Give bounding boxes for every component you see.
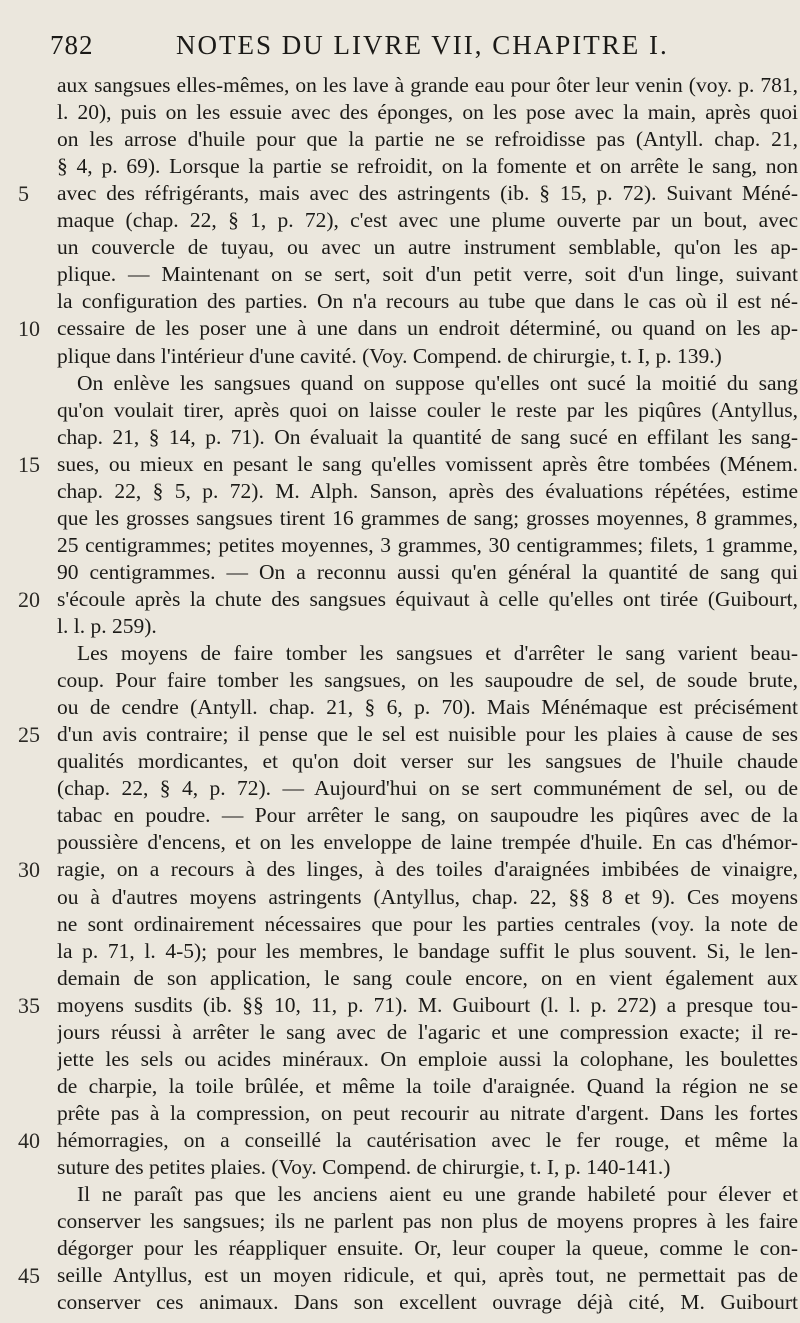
text-line: tabac en poudre. — Pour arrêter le sang, on saupoudre les piqûres avec de la xyxy=(57,803,798,828)
text-line: seille Antyllus, est un moyen ridicule, et qui, après tout, ne permettait pas de xyxy=(57,1263,798,1288)
text-line: la configuration des parties. On n'a recours au tube que dans le cas où il est né- xyxy=(57,289,798,314)
text-line: ragie, on a recours à des linges, à des toiles d'araignées imbibées de vinaigre, xyxy=(57,857,798,882)
page-number: 782 xyxy=(50,30,94,60)
line-number: 30 xyxy=(18,857,40,883)
running-title: NOTES DU LIVRE VII, CHAPITRE I. xyxy=(176,30,669,60)
text-line: ou à d'autres moyens astringents (Antyllus, chap. 22, §§ 8 et 9). Ces moyens xyxy=(57,884,798,909)
text-line: 90 centigrammes. — On a reconnu aussi qu'en général la quantité de sang qui xyxy=(57,559,798,584)
line-number: 15 xyxy=(18,451,40,477)
text-line: Les moyens de faire tomber les sangsues et d'arrêter le sang varient beau- xyxy=(77,641,798,666)
text-line: que les grosses sangsues tirent 16 grammes de sang; grosses moyennes, 8 grammes, xyxy=(57,505,798,530)
text-line: qu'on voulait tirer, après quoi on laisse couler le reste par les piqûres (Antyllus, xyxy=(57,397,798,422)
line-number: 10 xyxy=(18,316,40,342)
text-line: la p. 71, l. 4-5); pour les membres, le bandage suffit le plus souvent. Si, le len- xyxy=(57,938,798,963)
text-line: plique. — Maintenant on se sert, soit d'un petit verre, soit d'un linge, suivant xyxy=(57,262,798,287)
text-line: jette les sels ou acides minéraux. On emploie aussi la colophane, les boulettes xyxy=(57,1046,798,1071)
text-line: jours réussi à arrêter le sang avec de l'agaric et une compression exacte; il re- xyxy=(57,1019,798,1044)
text-line: cessaire de les poser une à une dans un endroit déterminé, ou quand on les ap- xyxy=(57,316,798,341)
text-line: conserver les sangsues; ils ne parlent pas non plus de moyens propres à les faire xyxy=(57,1209,798,1234)
text-line: moyens susdits (ib. §§ 10, 11, p. 71). M. Guibourt (l. l. p. 272) a presque tou- xyxy=(57,992,798,1017)
text-line: hémorragies, on a conseillé la cautérisation avec le fer rouge, et même la xyxy=(57,1127,798,1152)
text-line: aux sangsues elles-mêmes, on les lave à grande eau pour ôter leur venin (voy. p. 781, xyxy=(57,73,798,97)
line-number: 20 xyxy=(18,586,40,612)
line-number: 5 xyxy=(18,181,29,207)
line-number: 35 xyxy=(18,992,40,1018)
text-line: de charpie, la toile brûlée, et même la toile d'araignée. Quand la région ne se xyxy=(57,1073,798,1098)
text-line: chap. 22, § 5, p. 72). M. Alph. Sanson, après des évaluations répétées, estime xyxy=(57,478,798,503)
text-line: qualités mordicantes, et qu'on doit verser sur les sangsues de l'huile chaude xyxy=(57,749,798,774)
text-line: demain de son application, le sang coule encore, on en vient également aux xyxy=(57,965,798,990)
text-line: ou de cendre (Antyll. chap. 21, § 6, p. 70). Mais Ménémaque est précisément xyxy=(57,695,798,720)
text-line: maque (chap. 22, § 1, p. 72), c'est avec une plume ouverte par un bout, avec xyxy=(57,208,798,233)
text-line: un couvercle de tuyau, ou avec un autre instrument semblable, qu'on les ap- xyxy=(57,235,798,260)
text-line: avec des réfrigérants, mais avec des astringents (ib. § 15, p. 72). Suivant Méné- xyxy=(57,181,798,206)
text-line: prête pas à la compression, on peut recourir au nitrate d'argent. Dans les fortes xyxy=(57,1100,798,1125)
text-line: poussière d'encens, et on les enveloppe de laine trempée d'huile. En cas d'hémor- xyxy=(57,830,798,855)
text-line: l. l. p. 259). xyxy=(57,614,157,638)
text-line: plique dans l'intérieur d'une cavité. (Voy. Compend. de chirurgie, t. I, p. 139.) xyxy=(57,343,722,368)
text-line: § 4, p. 69). Lorsque la partie se refroidit, on la fomente et on arrête le sang, non xyxy=(57,154,798,179)
text-line: l. 20), puis on les essuie avec des éponges, on les pose avec la main, après quoi xyxy=(57,100,798,125)
line-number: 45 xyxy=(18,1263,40,1289)
text-line: chap. 21, § 14, p. 71). On évaluait la quantité de sang sucé en effilant les sang- xyxy=(57,424,798,449)
text-line: (chap. 22, § 4, p. 72). — Aujourd'hui on se sert communément de sel, ou de xyxy=(57,776,798,801)
text-line: ne sont ordinairement nécessaires que pour les parties centrales (voy. la note de xyxy=(57,911,798,936)
text-line: on les arrose d'huile pour que la partie ne se refroidisse pas (Antyll. chap. 21, xyxy=(57,127,798,152)
text-line: 25 centigrammes; petites moyennes, 3 grammes, 30 centigrammes; filets, 1 gramme, xyxy=(57,532,798,557)
text-line: d'un avis contraire; il pense que le sel est nuisible pour les plaies à cause de ses xyxy=(57,722,798,747)
page-header xyxy=(0,26,800,66)
text-line: coup. Pour faire tomber les sangsues, on les saupoudre de sel, de soude brute, xyxy=(57,668,798,693)
text-line: s'écoule après la chute des sangsues équivaut à celle qu'elles ont tirée (Guibourt, xyxy=(57,586,798,611)
text-line: conserver ces animaux. Dans son excellent ouvrage déjà cité, M. Guibourt xyxy=(57,1290,798,1315)
text-line: Il ne paraît pas que les anciens aient eu une grande habileté pour élever et xyxy=(77,1182,798,1207)
text-line: On enlève les sangsues quand on suppose qu'elles ont sucé la moitié du sang xyxy=(77,370,798,395)
text-line: sues, ou mieux en pesant le sang qu'elles vomissent après être tombées (Ménem. xyxy=(57,451,798,476)
line-number: 25 xyxy=(18,722,40,748)
text-line: dégorger pour les réappliquer ensuite. Or, leur couper la queue, comme le con- xyxy=(57,1236,798,1261)
text-line: suture des petites plaies. (Voy. Compend. de chirurgie, t. I, p. 140-141.) xyxy=(57,1155,671,1179)
line-number: 40 xyxy=(18,1127,40,1153)
